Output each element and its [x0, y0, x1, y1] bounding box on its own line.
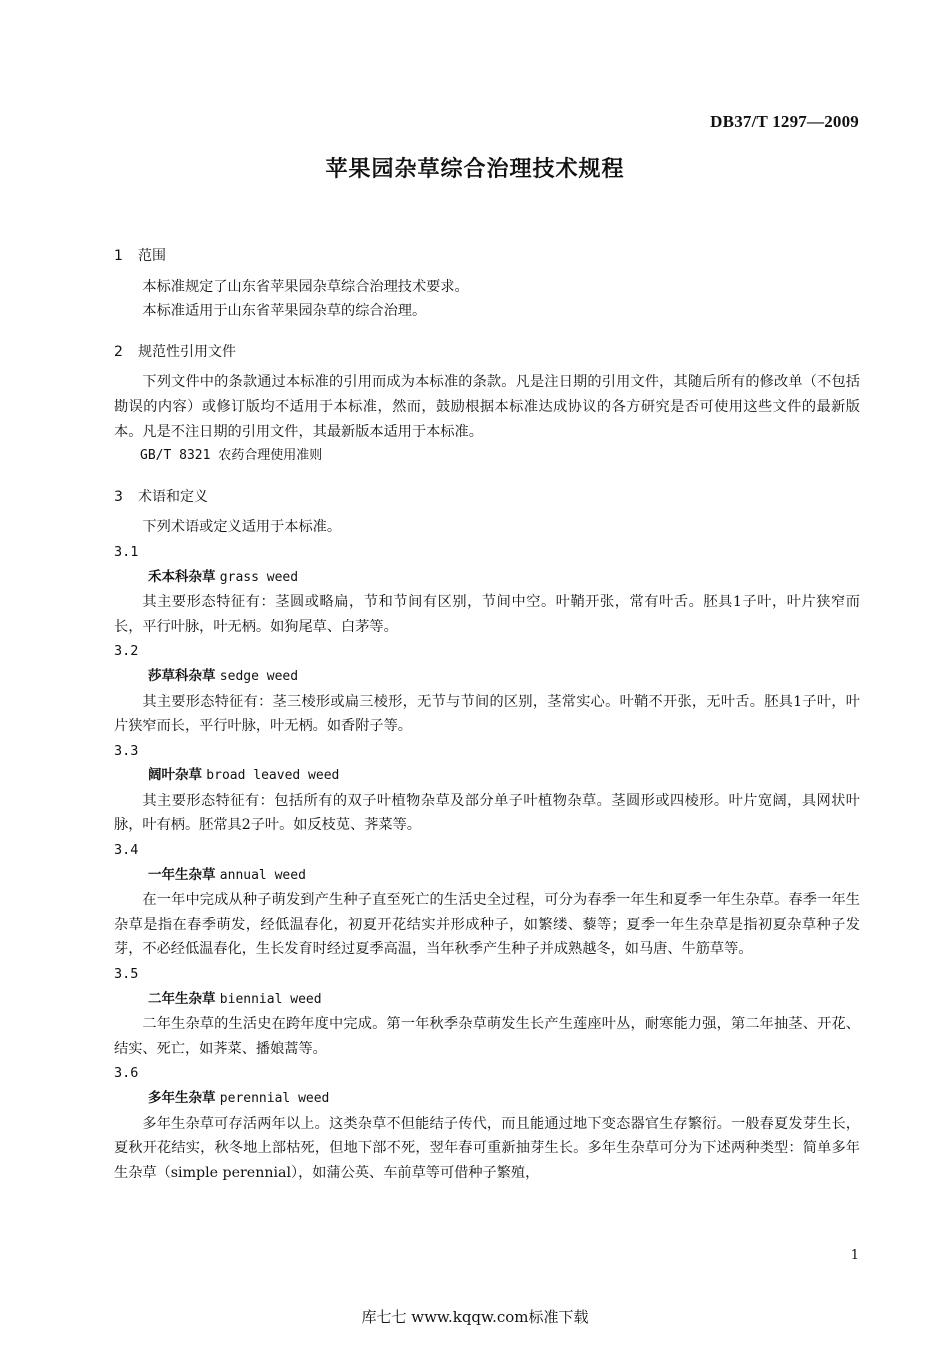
- term-definition: 多年生杂草可存活两年以上。这类杂草不但能结子传代，而且能通过地下变态器官生存繁衍。一般春夏发芽生长，夏秋开花结实，秋冬地上部枯死，但地下部不死，翌年春可重新抽芽生长。多年生杂草可分为下述两种类型：简单多年生杂草（simple perennial），如蒲公英、车前草等可借种子繁殖，: [114, 1115, 860, 1181]
- section-1-heading: [114, 244, 860, 269]
- term-heading: [114, 987, 860, 1013]
- term-zh: 禾本科杂草: [148, 568, 216, 585]
- term-en: perennial weed: [219, 1091, 330, 1106]
- term-definition: 其主要形态特征有：茎三棱形或扁三棱形，无节与节间的区别，茎常实心。叶鞘不开张，无叶舌。胚具1子叶，叶片狭窄而长，平行叶脉，叶无柄。如香附子等。: [114, 693, 860, 735]
- term-zh: 一年生杂草: [148, 866, 216, 883]
- term-number: 3.6: [114, 1065, 139, 1082]
- term-number: 3.2: [114, 643, 139, 660]
- term-definition: 在一年中完成从种子萌发到产生种子直至死亡的生活史全过程，可分为春季一年生和夏季一年生杂草。春季一年生杂草是指在春季萌发，经低温春化，初夏开花结实并形成种子，如繁缕、藜等；夏季一年生杂草是指初夏杂草种子发芽，不必经低温春化，生长发育时经过夏季高温，当年秋季产生种子并成熟越冬，如马唐、牛筋草等。: [114, 892, 860, 958]
- term-heading: [114, 1086, 860, 1112]
- document-body: [114, 238, 860, 1185]
- term-en: annual weed: [219, 867, 306, 883]
- section-number: 2: [114, 343, 123, 360]
- document-title: 苹果园杂草综合治理技术规程: [325, 157, 625, 182]
- paragraph: 本标准规定了山东省苹果园杂草综合治理技术要求。: [142, 278, 469, 295]
- term-heading: [114, 565, 860, 591]
- term-definition: 其主要形态特征有：茎圆或略扁，节和节间有区别，节间中空。叶鞘开张，常有叶舌。胚具1子叶，叶片狭窄而长，平行叶脉，叶无柄。如狗尾草、白茅等。: [114, 594, 860, 635]
- term-heading: [114, 863, 860, 889]
- paragraph: 下列文件中的条款通过本标准的引用而成为本标准的条款。凡是注日期的引用文件，其随后所有的修改单（不包括勘误的内容）或修订版均不适用于本标准，然而，鼓励根据本标准达成协议的各方研究是否可使用这些文件的最新版本。凡是不注日期的引用文件，其最新版本适用于本标准。: [114, 374, 860, 440]
- term-zh: 多年生杂草: [148, 1090, 216, 1106]
- term-heading: [114, 763, 860, 789]
- section-title: 范围: [138, 248, 166, 264]
- page-number: 1: [850, 1248, 859, 1263]
- section-3-heading: [114, 485, 860, 510]
- term-heading: [114, 664, 860, 690]
- term-en: grass weed: [219, 569, 299, 585]
- term-en: broad leaved weed: [206, 768, 340, 784]
- term-number: 3.5: [114, 966, 139, 983]
- term-zh: 莎草科杂草: [148, 667, 216, 684]
- footer-watermark: 库七七 www.kqqw.com标准下载: [361, 1308, 589, 1326]
- term-number: 3.3: [114, 742, 139, 759]
- section-title: 规范性引用文件: [138, 343, 236, 360]
- term-en: biennial weed: [219, 991, 322, 1007]
- paragraph: 下列术语或定义适用于本标准。: [142, 519, 342, 536]
- paragraph: 本标准适用于山东省苹果园杂草的综合治理。: [142, 303, 427, 320]
- term-number: 3.4: [114, 842, 139, 859]
- section-number: 1: [114, 248, 123, 264]
- term-definition: 二年生杂草的生活史在跨年度中完成。第一年秋季杂草萌发生长产生莲座叶丛，耐寒能力强，第二年抽茎、开花、结实、死亡，如荠菜、播娘蒿等。: [114, 1016, 860, 1057]
- normative-reference: GB/T 8321 农药合理使用准则: [140, 448, 323, 464]
- standard-code: DB37/T 1297—2009: [710, 112, 859, 131]
- section-title: 术语和定义: [138, 488, 208, 505]
- term-zh: 阔叶杂草: [148, 767, 202, 784]
- term-number: 3.1: [114, 543, 139, 560]
- term-en: sedge weed: [219, 668, 299, 684]
- section-2-heading: [114, 340, 860, 365]
- term-zh: 二年生杂草: [148, 990, 216, 1007]
- section-number: 3: [114, 488, 123, 505]
- term-definition: 其主要形态特征有：包括所有的双子叶植物杂草及部分单子叶植物杂草。茎圆形或四棱形。叶片宽阔，具网状叶脉，叶有柄。胚常具2子叶。如反枝苋、荠菜等。: [114, 792, 860, 834]
